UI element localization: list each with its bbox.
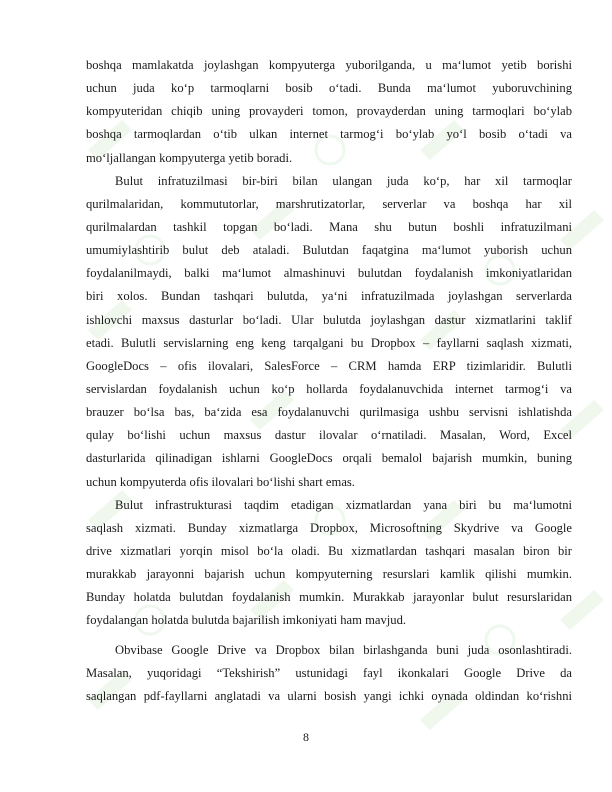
- text-line: umumiylashtirib bulut deb ataladi. Bulutdan faqatgina ma‘lumot yuborish uchun: [86, 243, 572, 258]
- text-line: boshqa mamlakatda joylashgan kompyuterga yuborilganda, u ma‘lumot yetib borishi: [86, 58, 572, 72]
- text-line: uchun kompyuterda ofis ilovalari bo‘lishi shart emas.: [86, 474, 355, 489]
- text-line: saqlangan pdf-fayllarni anglatadi va ularni bosish yangi ichki oynada oldindan ko‘rishni: [86, 688, 572, 703]
- paragraph: [86, 639, 572, 708]
- text-line: ishlovchi maxsus dasturlar bo‘ladi. Ular bulutda joylashgan dastur xizmatlarini taklif: [86, 312, 572, 327]
- text-line: mo‘ljallangan kompyuterga yetib boradi.: [86, 150, 293, 165]
- paragraph: [86, 54, 572, 170]
- text-line: qurilmalaridan, kommututorlar, marshrutizatorlar, serverlar va boshqa har xil: [86, 196, 572, 211]
- text-line: Bunday holatda bulutdan foydalanish mumkin. Murakkab jarayonlar bulut resurslaridan: [86, 590, 572, 605]
- paragraph: [86, 494, 572, 633]
- text-line: Obvibase Google Drive va Dropbox bilan birlashganda buni juda osonlashtiradi.: [115, 642, 572, 657]
- text-line: Bulut infrastrukturasi taqdim etadigan xizmatlardan yana biri bu ma‘lumotni: [115, 497, 572, 512]
- text-line: drive xizmatlari yorqin misol bo‘la oladi. Bu xizmatlardan tashqari masalan biron bir: [86, 543, 572, 558]
- text-line: Masalan, yuqoridagi “Tekshirish” ustunidagi fayl ikonkalari Google Drive da: [86, 665, 572, 680]
- page-number: 8: [303, 730, 309, 744]
- text-line: uchun juda ko‘p tarmoqlarni bosib o‘tadi. Bunda ma‘lumot yuboruvchining: [86, 81, 572, 96]
- text-line: kompyuteridan chiqib uning provayderi tomon, provayderdan uning tarmoqlari bo‘ylab: [86, 104, 572, 119]
- text-line: brauzer bo‘lsa bas, ba‘zida esa foydalanuvchi qurilmasiga ushbu servisni ishlatishda: [86, 405, 572, 420]
- document-body: [86, 54, 572, 708]
- text-line: boshqa tarmoqlardan o‘tib ulkan internet tarmog‘i bo‘ylab yo‘l bosib o‘tadi va: [86, 127, 572, 142]
- text-line: biri xolos. Bundan tashqari bulutda, ya‘ni infratuzilmada joylashgan serverlarda: [86, 289, 572, 304]
- text-line: murakkab jarayonni bajarish uchun kompyuterning resurslari kamlik qilishi mumkin.: [86, 567, 572, 582]
- text-line: foydalanilmaydi, balki ma‘lumot almashinuvi bulutdan foydalanish imkoniyatlaridan: [86, 266, 572, 281]
- text-line: etadi. Bulutli servislarning eng keng tarqalgani bu Dropbox – fayllarni saqlash xizmati,: [86, 335, 572, 350]
- text-line: dasturlarida qilinadigan ishlarni GoogleDocs orqali bemalol bajarish mumkin, buning: [86, 451, 572, 466]
- text-line: qurilmalardan tashkil topgan bo‘ladi. Mana shu butun boshli infratuzilmani: [86, 219, 572, 234]
- text-line: servislardan foydalanish uchun ko‘p hollarda foydalanuvchida internet tarmog‘i va: [86, 381, 572, 396]
- text-line: GoogleDocs – ofis ilovalari, SalesForce – CRM hamda ERP tizimlaridir. Bulutli: [86, 358, 572, 373]
- text-line: Bulut infratuzilmasi bir-biri bilan ulangan juda ko‘p, har xil tarmoqlar: [115, 173, 572, 188]
- paragraph: [86, 170, 572, 494]
- text-line: saqlash xizmati. Bunday xizmatlarga Dropbox, Microsoftning Skydrive va Google: [86, 520, 572, 535]
- text-line: foydalangan holatda bulutda bajarilish imkoniyati ham mavjud.: [86, 613, 407, 628]
- text-line: qulay bo‘lishi uchun maxsus dastur ilovalar o‘rnatiladi. Masalan, Word, Excel: [86, 428, 572, 443]
